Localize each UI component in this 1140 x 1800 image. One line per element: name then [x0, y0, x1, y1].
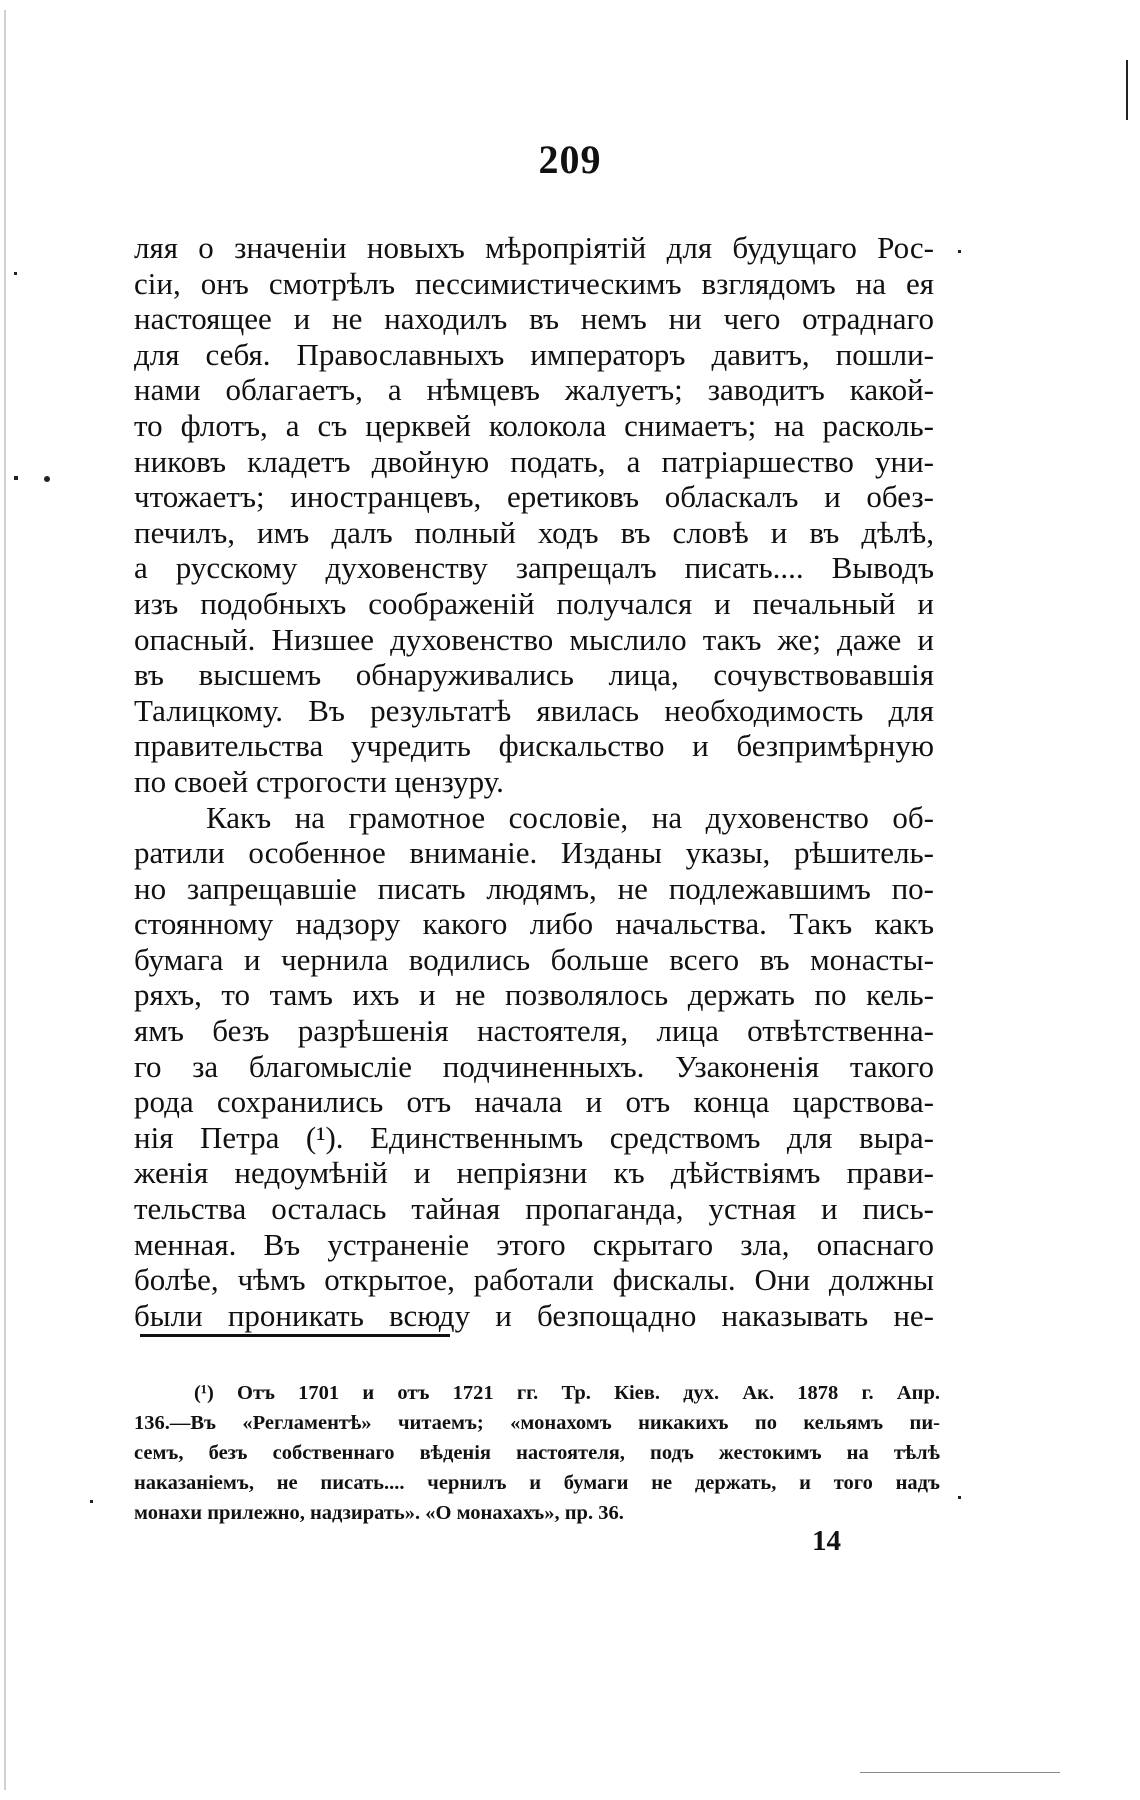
scan-speck [14, 272, 17, 275]
text-line: по своей строгости цензуру. [134, 763, 504, 799]
scan-speck [14, 476, 18, 480]
scan-speck [44, 476, 50, 482]
scan-speck [4, 10, 6, 1790]
text-line: бумага и чернила водились больше всего въ монасты- [134, 941, 934, 977]
footnote-line: семъ, безъ собственнаго вѣденiя настоятеля, подъ жестокимъ на тѣлѣ [134, 1442, 940, 1464]
text-line: настоящее и не находилъ въ немъ ни чего отраднаго [134, 301, 934, 337]
footnote-line: монахи прилежно, надзирать». «О монахахъ», пр. 36. [134, 1502, 624, 1524]
scan-speck [1126, 60, 1128, 120]
text-line: то флотъ, а съ церквей колокола снимаетъ; на расколь- [134, 407, 934, 443]
text-line: нами облагаетъ, а нѣмцевъ жалуетъ; заводитъ какой- [134, 372, 934, 408]
footnote [134, 1378, 940, 1528]
text-line: сiи, онъ смотрѣлъ пессимистическимъ взглядомъ на ея [134, 265, 934, 301]
scan-speck [958, 1496, 961, 1499]
text-line: ряхъ, то тамъ ихъ и не позволялось держать по кель- [134, 977, 934, 1013]
text-line: никовъ кладетъ двойную подать, а патрiаршество уни- [134, 443, 934, 479]
text-line: женiя недоумѣнiй и непрiязни къ дѣйствiямъ прави- [134, 1155, 934, 1191]
text-line: го за благомыслiе подчиненныхъ. Узаконенiя такого [134, 1048, 934, 1084]
footnote-rule [140, 1334, 450, 1337]
text-line: а русскому духовенству запрещалъ писать.... Выводъ [134, 550, 934, 586]
main-text [134, 230, 934, 1333]
text-line: правительства учредить фискальство и безпримѣрную [134, 728, 934, 764]
text-line: въ высшемъ обнаруживались лица, сочувствовавшiя [134, 657, 934, 693]
text-line: стоянному надзору какого либо начальства. Такъ какъ [134, 906, 934, 942]
text-line: ляя о значенiи новыхъ мѣропрiятiй для будущаго Рос- [134, 230, 934, 265]
text-line: тельства осталась тайная пропаганда, устная и пись- [134, 1191, 934, 1227]
text-line: болѣе, чѣмъ открытое, работали фискалы. Они должны [134, 1262, 934, 1298]
text-line: были проникать всюду и безпощадно наказывать не- [134, 1297, 934, 1333]
text-line: Какъ на грамотное сословiе, на духовенство об- [206, 799, 934, 835]
text-line: нiя Петра (¹). Единственнымъ средствомъ для выра- [134, 1119, 934, 1155]
scan-speck [90, 1500, 93, 1503]
footnote-line: наказанiемъ, не писать.... чернилъ и бумаги не держать, и того надъ [134, 1472, 940, 1494]
text-line: изъ подобныхъ соображенiй получался и печальный и [134, 585, 934, 621]
text-line: печилъ, имъ далъ полный ходъ въ словѣ и въ дѣлѣ, [134, 514, 934, 550]
text-line: но запрещавшiе писать людямъ, не подлежавшимъ по- [134, 870, 934, 906]
text-line: чтожаетъ; иностранцевъ, еретиковъ обласкалъ и обез- [134, 479, 934, 515]
footnote-line: (¹) Отъ 1701 и отъ 1721 гг. Тр. Кiев. дух. Ак. 1878 г. Апр. [194, 1382, 940, 1404]
scan-speck [958, 250, 961, 253]
text-line: рода сохранились отъ начала и отъ конца царствова- [134, 1084, 934, 1120]
text-line: опасный. Низшее духовенство мыслило такъ же; даже и [134, 621, 934, 657]
text-line: Талицкому. Въ результатѣ явилась необходимость для [134, 692, 934, 728]
text-line: ратили особенное вниманiе. Изданы указы, рѣшитель- [134, 835, 934, 871]
signature-mark: 14 [812, 1525, 841, 1557]
page-number: 209 [538, 137, 602, 182]
text-line: менная. Въ устраненiе этого скрытаго зла, опаснаго [134, 1226, 934, 1262]
scan-speck [860, 1772, 1060, 1773]
text-line: для себя. Православныхъ императоръ давитъ, пошли- [134, 336, 934, 372]
text-line: ямъ безъ разрѣшенiя настоятеля, лица отвѣтственна- [134, 1013, 934, 1049]
footnote-line: 136.—Въ «Регламентѣ» читаемъ; «монахомъ никакихъ по кельямъ пи- [134, 1412, 940, 1434]
